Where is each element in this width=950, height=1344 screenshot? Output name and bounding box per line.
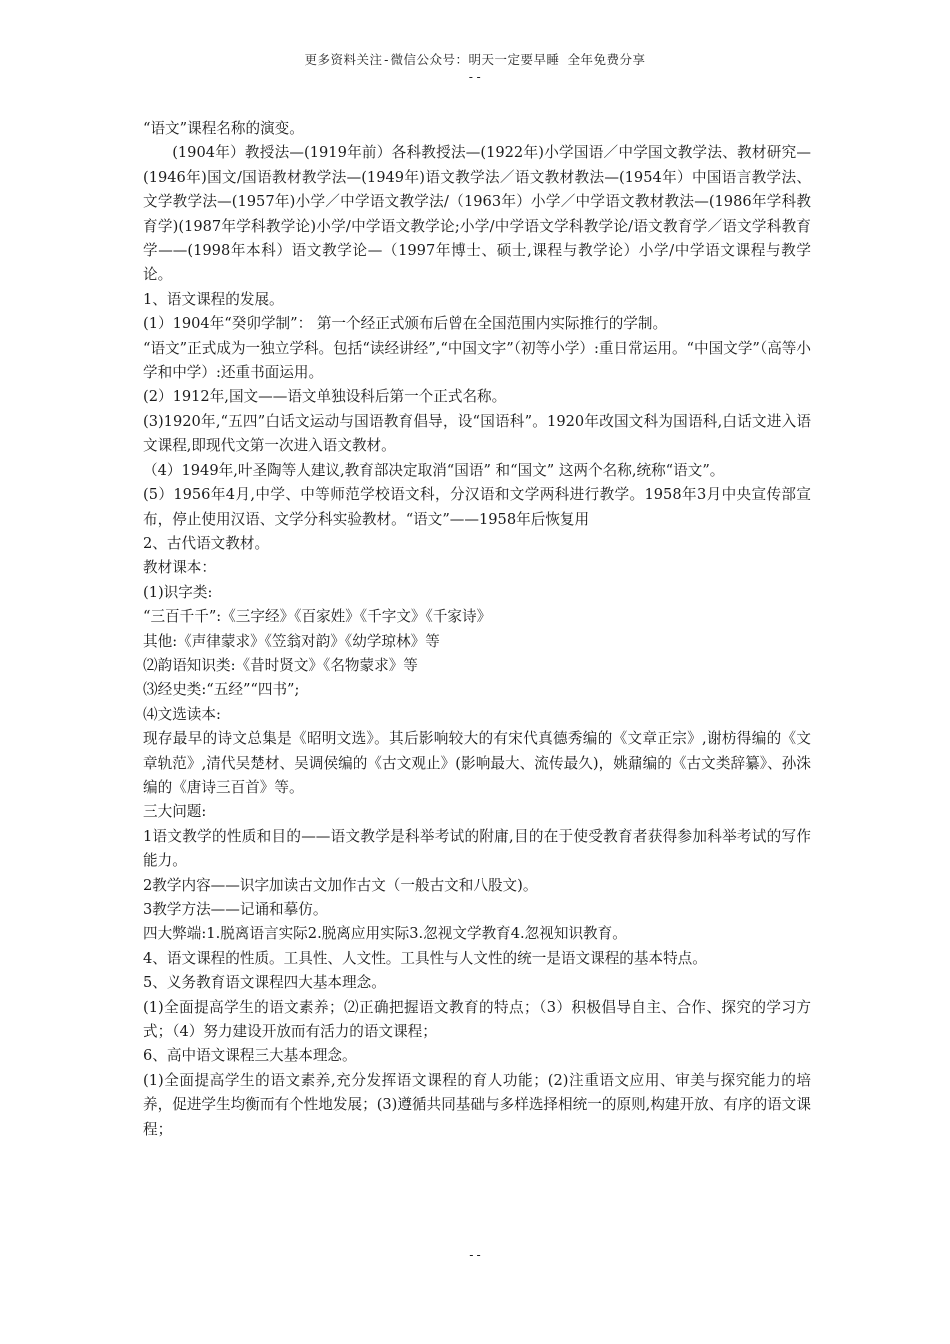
header-separator: -- <box>467 70 483 84</box>
section-heading-compulsory-concepts: 5、义务教育语文课程四大基本理念。 <box>143 974 386 992</box>
list-item-literacy: (1)识字类: <box>143 583 213 601</box>
list-item-problem-1: 1语文教学的性质和目的——语文教学是科举考试的附庸,目的在于使受教育者获得参加科举考试的写作能力。 <box>143 827 811 870</box>
paragraph-1904: (1）1904年“癸卯学制”： 第一个经正式颁布后曾在全国范围内实际推行的学制。 <box>143 315 668 333</box>
page-footer: -- <box>467 1248 483 1262</box>
paragraph-1912: (2）1912年,国文——语文单独设科后第一个正式名称。 <box>143 388 507 406</box>
list-item-sanbaiqianqian: “三百千千”:《三字经》《百家姓》《千字文》《千家诗》 <box>143 608 492 626</box>
paragraph-1949: （4）1949年,叶圣陶等人建议,教育部决定取消“国语” 和“国文” 这两个名称,统称“语文”。 <box>143 461 725 479</box>
page-header: 更多资料关注-微信公众号：明天一定要早睡 全年免费分享 <box>304 52 646 67</box>
paragraph-four-drawbacks: 四大弊端:1.脱离语言实际2.脱离应用实际3.忽视文学教育4.忽视知识教育。 <box>143 925 627 943</box>
paragraph-textbooks-label: 教材课本： <box>143 559 216 577</box>
list-item-others: 其他:《声律蒙求》《笠翁对韵》《幼学琼林》等 <box>143 632 440 650</box>
paragraph-name-history: (1904年）教授法—(1919年前）各科教授法—(1922年)小学国语／中学国文教学法、教材研究—(1946年)国文/国语教材教学法—(1949年)语文教学法／语文教材教法—(1954年）中国语言教学法、文学教学法—(1957年)小学／中学语文教学法/（1963年）小学／中学语文教材教法—(1986年学科教育学)(1987年学科教学论)小学/中学语文教学论;小学/中学语文学科教学论/语文教育学／语文学科教育学——(1998年本科）语文教学论—（1997年博士、硕士,课程与教学论）小学/中学语文课程与教学论。 <box>143 144 811 284</box>
list-item-anthology: ⑷文选读本: <box>143 705 221 723</box>
section-heading-name-evolution: “语文”课程名称的演变。 <box>143 120 304 137</box>
paragraph-highschool-concepts: (1)全面提高学生的语文素养,充分发挥语文课程的育人功能；(2)注重语文应用、审美与探究能力的培养，促进学生均衡而有个性地发展；(3)遵循共同基础与多样选择相统一的原则,构建开放、有序的语文课程； <box>143 1071 811 1138</box>
list-item-problem-2: 2教学内容——识字加读古文加作古文（一般古文和八股文)。 <box>143 876 538 894</box>
document-body <box>143 117 811 1142</box>
section-heading-development: 1、语文课程的发展。 <box>143 290 284 308</box>
section-heading-highschool-concepts: 6、高中语文课程三大基本理念。 <box>143 1047 357 1065</box>
paragraph-1956: (5）1956年4月,中学、中等师范学校语文科，分汉语和文学两科进行教学。1958年3月中央宣传部宣布，停止使用汉语、文学分科实验教材。“语文”——1958年后恢复用 <box>143 486 811 528</box>
section-heading-nature: 4、语文课程的性质。工具性、人文性。工具性与人文性的统一是语文课程的基本特点。 <box>143 949 707 967</box>
list-item-classics: ⑶经史类:“五经”“四书”; <box>143 681 300 699</box>
section-heading-ancient-textbooks: 2、古代语文教材。 <box>143 534 270 552</box>
list-item-rhyme: ⑵韵语知识类:《昔时贤文》《名物蒙求》等 <box>143 656 418 674</box>
paragraph-compulsory-concepts: (1)全面提高学生的语文素养；⑵正确把握语文教育的特点；（3）积极倡导自主、合作、探究的学习方式；（4）努力建设开放而有活力的语文课程； <box>143 998 811 1041</box>
paragraph-independent-subject: “语文”正式成为一独立学科。包括“读经讲经”,“中国文字”（初等小学）:重日常运用。“中国文学”（高等小学和中学）:还重书面运用。 <box>143 339 811 382</box>
paragraph-three-problems: 三大问题: <box>143 803 207 821</box>
paragraph-anthologies: 现存最早的诗文总集是《昭明文选》。其后影响较大的有宋代真德秀编的《文章正宗》,谢枋得编的《文章轨范》,清代吴楚材、吴调侯编的《古文观止》(影响最大、流传最久)，姚鼐编的《古文类辞纂》、孙洙编的《唐诗三百首》等。 <box>143 730 811 796</box>
paragraph-1920: (3)1920年,“五四”白话文运动与国语教育倡导，设“国语科”。1920年改国文科为国语科,白话文进入语文课程,即现代文第一次进入语文教材。 <box>143 412 811 455</box>
list-item-problem-3: 3教学方法——记诵和摹仿。 <box>143 901 328 918</box>
